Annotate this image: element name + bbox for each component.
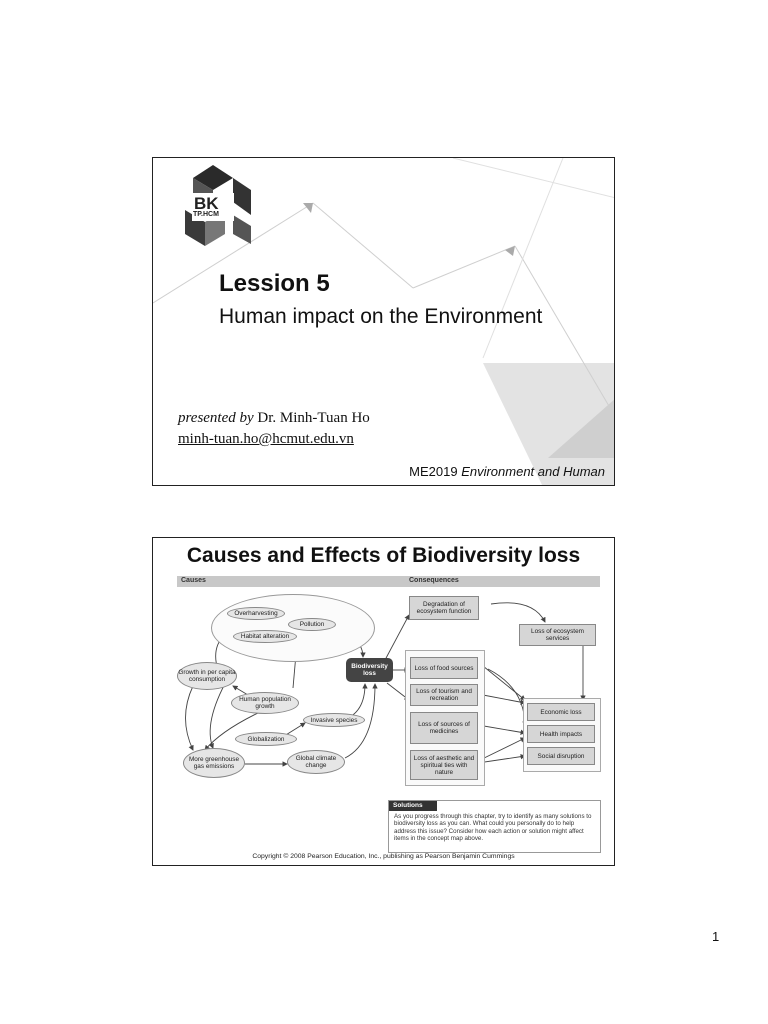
causes-header: Causes [181,577,206,584]
consequence-food: Loss of food sources [410,657,478,679]
course-code: ME2019 [409,464,458,479]
consequence-tourism: Loss of tourism and recreation [410,684,478,706]
cause-greenhouse-emissions: More greenhouse gas emissions [183,748,245,778]
concept-map-slide [152,537,615,866]
course-name: Environment and Human [461,464,605,479]
cause-pollution: Pollution [288,618,336,631]
consequence-ecosystem-services: Loss of ecosystem services [519,624,596,646]
solutions-text: As you progress through this chapter, try to identify as many solutions to biodiversity loss as you can. What could you personally do to help address this issue? Consider how each action or solution might affect items in the concept map above. [394,813,592,843]
page-number: 1 [712,929,720,944]
consequence-aesthetic: Loss of aesthetic and spiritual ties with nature [410,750,478,780]
logo-subtext: TP.HCM [193,211,219,218]
course-label [409,464,605,479]
cause-overharvesting: Overharvesting [227,607,285,620]
solutions-label: Solutions [389,801,437,811]
title-slide [152,157,615,486]
cause-invasive-species: Invasive species [303,713,365,727]
cause-climate-change: Global climate change [287,750,345,774]
impact-health: Health impacts [527,725,595,743]
cause-consumption-growth: Growth in per capita consumption [177,662,237,690]
bk-logo [173,160,273,260]
impact-economic-loss: Economic loss [527,703,595,721]
impact-social-disruption: Social disruption [527,747,595,765]
lesson-title: Lession 5 [219,270,330,297]
biodiversity-loss-node: Biodiversity loss [346,658,393,682]
cause-globalization: Globalization [235,732,297,746]
presenter-line [178,410,370,427]
presented-label: presented by [178,410,254,426]
cause-population-growth: Human population growth [231,692,299,714]
logo-text: BK [194,194,219,213]
consequence-degradation: Degradation of ecosystem function [409,596,479,620]
consequence-medicines: Loss of sources of medicines [410,712,478,744]
presenter-name: Dr. Minh-Tuan Ho [257,410,370,426]
cause-habitat-alteration: Habitat alteration [233,630,297,643]
solutions-box [388,800,601,853]
slide-title: Causes and Effects of Biodiversity loss [186,544,581,567]
consequences-header: Consequences [409,577,459,584]
presenter-email[interactable]: minh-tuan.ho@hcmut.edu.vn [178,431,354,447]
copyright: Copyright © 2008 Pearson Education, Inc., publishing as Pearson Benjamin Cummings [252,853,515,860]
lesson-subtitle: Human impact on the Environment [219,305,543,328]
